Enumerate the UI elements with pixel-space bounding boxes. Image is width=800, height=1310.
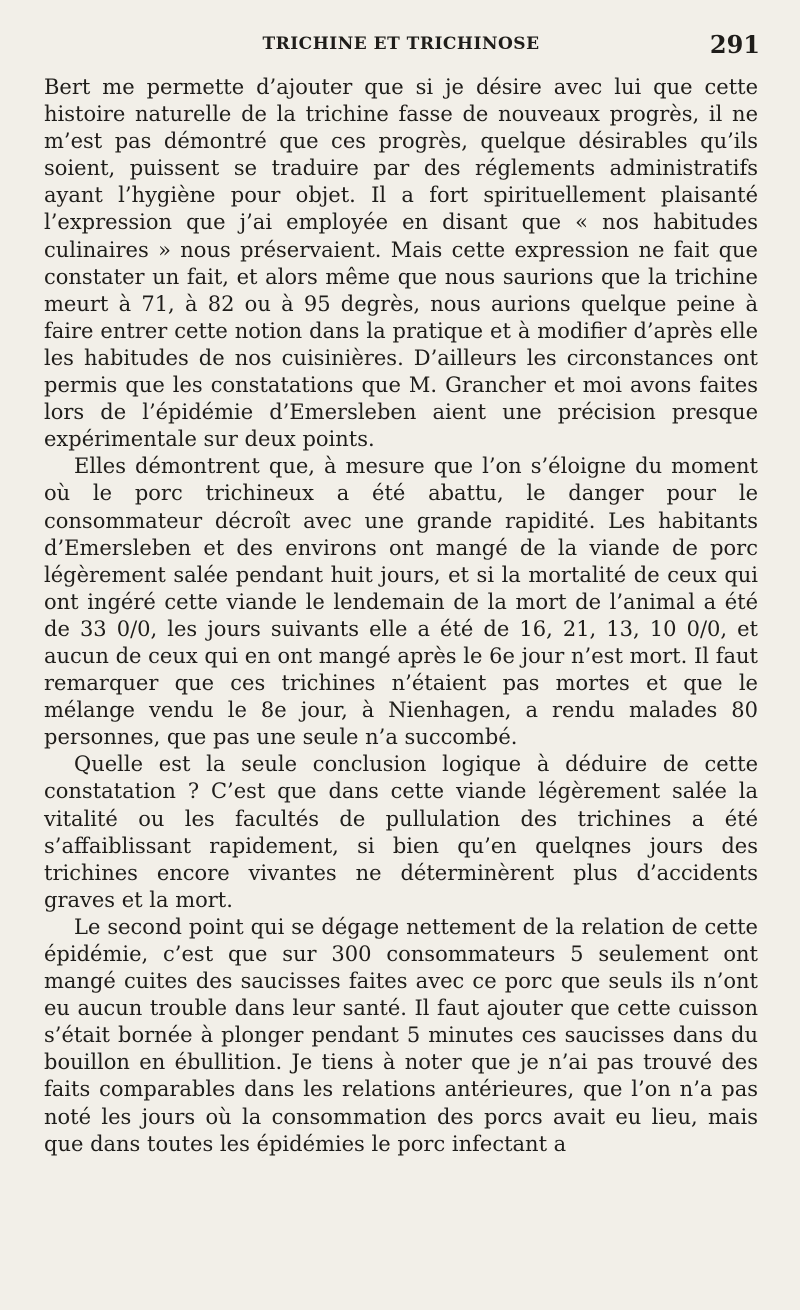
body-text	[44, 74, 758, 1158]
paragraph-1: Bert me permette d’ajouter que si je désire avec lui que cette histoire naturelle de la trichine fasse de nouveaux progrès, il ne m’est pas démontré que ces progrès, quelque désirables qu’ils soient, puissent se traduire par des réglements administratifs ayant l’hygiène pour objet. Il a fort spirituellement plaisanté l’expression que j’ai employée en disant que « nos habitudes culinaires » nous préservaient. Mais cette expression ne fait que constater un fait, et alors même que nous saurions que la trichine meurt à 71, à 82 ou à 95 degrès, nous aurions quelque peine à faire entrer cette notion dans la pratique et à modifier d’après elle les habitudes de nos cuisinières. D’ailleurs les circonstances ont permis que les constatations que M. Grancher et moi avons faites lors de l’épidémie d’Emersleben aient une précision presque expérimentale sur deux points.	[44, 75, 758, 452]
paragraph-4: Le second point qui se dégage nettement de la relation de cette épidémie, c’est que sur 300 consommateurs 5 seulement ont mangé cuites des saucisses faites avec ce porc que seuls ils n’ont eu aucun trouble dans leur santé. Il faut ajouter que cette cuisson s’était bornée à plonger pendant 5 minutes ces saucisses dans du bouillon en ébullition. Je tiens à noter que je n’ai pas trouvé des faits comparables dans les relations antérieures, que l’on n’a pas noté les jours où la consommation des porcs avait eu lieu, mais que dans toutes les épidémies le porc infectant a	[44, 914, 758, 1156]
paragraph-2: Elles démontrent que, à mesure que l’on s’éloigne du moment où le porc trichineux a été abattu, le danger pour le consommateur décroît avec une grande rapidité. Les habitants d’Emersleben et des environs ont mangé de la viande de porc légèrement salée pendant huit jours, et si la mortalité de ceux qui ont ingéré cette viande le lendemain de la mort de l’animal a été de 33 0/0, les jours suivants elle a été de 16, 21, 13, 10 0/0, et aucun de ceux qui en ont mangé après le 6e jour n’est mort. Il faut remarquer que ces trichines n’étaient pas mortes et que le mélange vendu le 8e jour, à Nienhagen, a rendu malades 80 personnes, que pas une seule n’a succombé.	[44, 454, 758, 750]
paragraph-3: Quelle est la seule conclusion logique à déduire de cette constatation ? C’est que dans cette viande légèrement salée la vitalité ou les facultés de pullulation des trichines a été s’affaiblissant rapidement, si bien qu’en quelqnes jours des trichines encore vivantes ne déterminèrent plus d’accidents graves et la mort.	[44, 752, 758, 912]
page-header	[44, 30, 758, 60]
running-title: TRICHINE ET TRICHINOSE	[262, 34, 540, 54]
page-number: 291	[709, 30, 760, 59]
